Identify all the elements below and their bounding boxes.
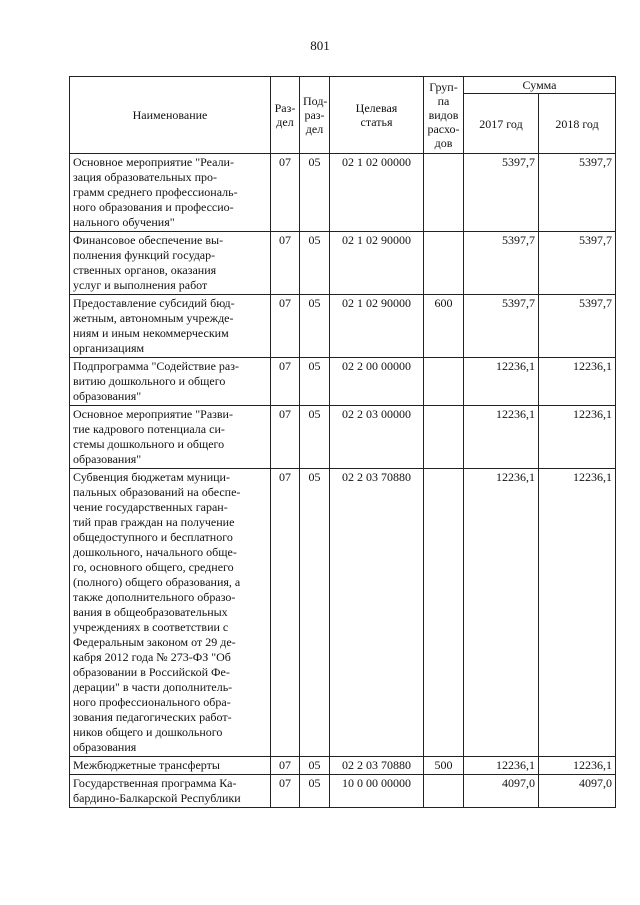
table-body: [70, 154, 616, 808]
row-podrazdel: 05: [300, 775, 330, 808]
row-name: Финансовое обеспечение вы- полнения функций государ- ственных органов, оказания услуг и выполнения работ: [70, 232, 271, 295]
budget-table: [69, 76, 616, 808]
row-name: Межбюджетные трансферты: [70, 757, 271, 775]
row-name: Основное мероприятие "Реали- зация образовательных про- грамм среднего профессиональ- ного образования и профессио- нального обучения": [70, 154, 271, 232]
row-podrazdel: 05: [300, 154, 330, 232]
row-sum-2017: 12236,1: [464, 469, 539, 757]
row-name: Предоставление субсидий бюд- жетным, автономным учрежде- ниям и иным некоммерческим организациям: [70, 295, 271, 358]
row-expense-group: 600: [424, 295, 464, 358]
table-row: [70, 469, 616, 757]
row-razdel: 07: [271, 232, 300, 295]
row-expense-group: [424, 469, 464, 757]
row-target-article: 02 2 03 00000: [330, 406, 424, 469]
row-sum-2017: 5397,7: [464, 295, 539, 358]
row-podrazdel: 05: [300, 232, 330, 295]
header-year-2017: 2017 год: [464, 94, 539, 154]
row-name: Субвенция бюджетам муници- пальных образований на обеспе- чение государственных гаран- тий прав граждан на получение общедоступного и бесплатного дошкольного, начального обще- го, основного общего, среднего (полного) общего образования, а также дополнительного образо- вания в общеобразовательных учреждениях в соответствии с Федеральным законом от 29 де- кабря 2012 года № 273-ФЗ "Об образовании в Российской Фе- дерации" в части дополнитель- ного профессионального обра- зования педагогических работ- ников общего и дошкольного образования: [70, 469, 271, 757]
row-target-article: 02 2 03 70880: [330, 757, 424, 775]
header-expense-group: Груп- па видов расхо- дов: [424, 77, 464, 154]
row-podrazdel: 05: [300, 406, 330, 469]
row-sum-2018: 4097,0: [539, 775, 616, 808]
table-row: [70, 295, 616, 358]
table-header: [70, 77, 616, 154]
row-name: Основное мероприятие "Разви- тие кадрового потенциала си- стемы дошкольного и общего образования": [70, 406, 271, 469]
header-sum: Сумма: [464, 77, 616, 94]
row-razdel: 07: [271, 295, 300, 358]
row-razdel: 07: [271, 757, 300, 775]
row-expense-group: [424, 154, 464, 232]
row-name: Подпрограмма "Содействие раз- витию дошкольного и общего образования": [70, 358, 271, 406]
row-sum-2018: 12236,1: [539, 469, 616, 757]
row-sum-2017: 5397,7: [464, 154, 539, 232]
table-row: [70, 406, 616, 469]
row-sum-2018: 5397,7: [539, 232, 616, 295]
row-razdel: 07: [271, 775, 300, 808]
row-sum-2018: 12236,1: [539, 406, 616, 469]
table-row: [70, 154, 616, 232]
row-name: Государственная программа Ка- бардино-Балкарской Республики: [70, 775, 271, 808]
row-expense-group: [424, 232, 464, 295]
row-sum-2018: 12236,1: [539, 358, 616, 406]
row-podrazdel: 05: [300, 358, 330, 406]
row-sum-2017: 5397,7: [464, 232, 539, 295]
row-podrazdel: 05: [300, 295, 330, 358]
row-target-article: 02 1 02 00000: [330, 154, 424, 232]
header-target-article: Целевая статья: [330, 77, 424, 154]
row-target-article: 02 1 02 90000: [330, 232, 424, 295]
table-row: [70, 775, 616, 808]
row-sum-2017: 12236,1: [464, 757, 539, 775]
row-sum-2018: 12236,1: [539, 757, 616, 775]
row-sum-2017: 12236,1: [464, 358, 539, 406]
table-row: [70, 232, 616, 295]
row-target-article: 02 2 03 70880: [330, 469, 424, 757]
row-sum-2017: 12236,1: [464, 406, 539, 469]
row-razdel: 07: [271, 358, 300, 406]
row-expense-group: [424, 406, 464, 469]
row-sum-2018: 5397,7: [539, 295, 616, 358]
row-expense-group: 500: [424, 757, 464, 775]
header-name: Наименование: [70, 77, 271, 154]
row-sum-2017: 4097,0: [464, 775, 539, 808]
row-podrazdel: 05: [300, 469, 330, 757]
header-podrazdel: Под- раз- дел: [300, 77, 330, 154]
row-razdel: 07: [271, 406, 300, 469]
page-number: 801: [310, 38, 330, 53]
row-expense-group: [424, 775, 464, 808]
table-row: [70, 757, 616, 775]
header-razdel: Раз- дел: [271, 77, 300, 154]
row-expense-group: [424, 358, 464, 406]
row-razdel: 07: [271, 154, 300, 232]
row-target-article: 02 1 02 90000: [330, 295, 424, 358]
header-year-2018: 2018 год: [539, 94, 616, 154]
row-razdel: 07: [271, 469, 300, 757]
row-target-article: 02 2 00 00000: [330, 358, 424, 406]
row-target-article: 10 0 00 00000: [330, 775, 424, 808]
table-row: [70, 358, 616, 406]
row-sum-2018: 5397,7: [539, 154, 616, 232]
row-podrazdel: 05: [300, 757, 330, 775]
